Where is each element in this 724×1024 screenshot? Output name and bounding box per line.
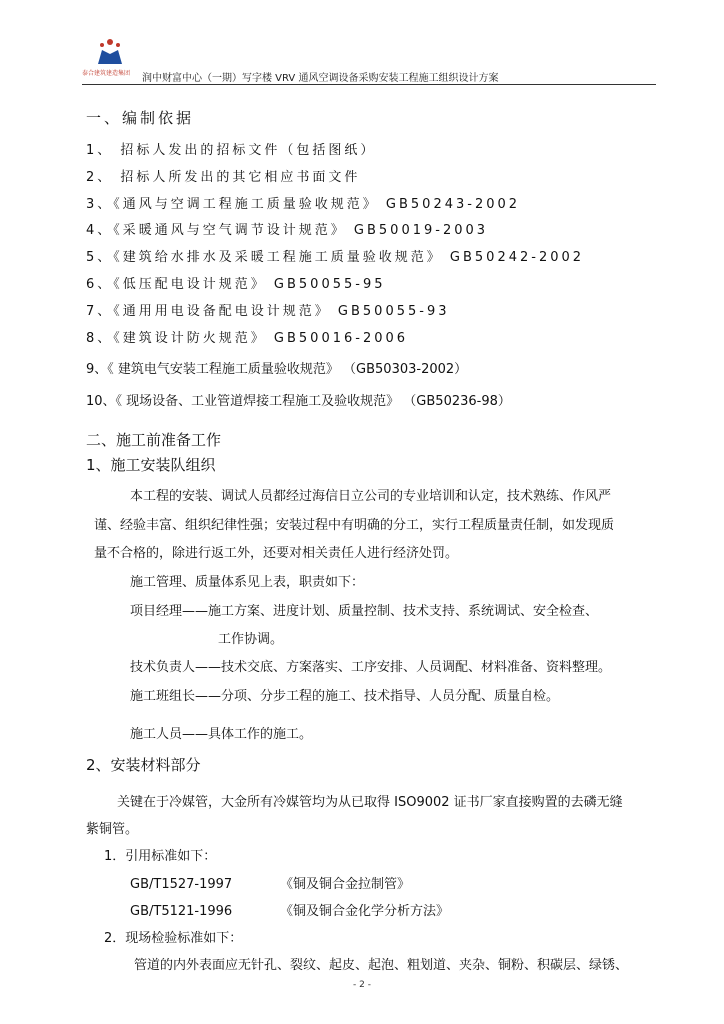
standard-name: 《铜及铜合金拉制管》 (280, 877, 411, 892)
basis-item: 4、《采暖通风与空气调节设计规范》 GB50019-2003 (86, 223, 489, 238)
role-line: 施工管理、质量体系见上表，职责如下： (130, 575, 365, 590)
paragraph-line: 本工程的安装、调试人员都经过海信日立公司的专业培训和认定，技术熟练、作风严 (130, 489, 612, 504)
basis-item: 10、《 现场设备、工业管道焊接工程施工及验收规范》 （GB50236-98） (86, 394, 511, 409)
basis-item: 1、 招标人发出的招标文件（包括图纸） (86, 143, 377, 158)
standards-title: 1．引用标准如下： (104, 849, 217, 864)
basis-item: 6、《低压配电设计规范》 GB50055-95 (86, 277, 386, 292)
section-1-title: 一、编制依据 (86, 109, 195, 127)
section-2-title: 二、施工前准备工作 (86, 431, 222, 449)
basis-item: 5、《建筑给水排水及采暖工程施工质量验收规范》 GB50242-2002 (86, 250, 585, 265)
role-line: 施工人员——具体工作的施工。 (130, 727, 313, 742)
paragraph-line: 谨、经验丰富、组织纪律性强；安装过程中有明确的分工，实行工程质量责任制，如发现质 (94, 518, 615, 533)
logo-text: 泰合建筑建造集团 (82, 70, 131, 77)
basis-item: 2、 招标人所发出的其它相应书面文件 (86, 170, 361, 185)
standard-code: GB/T5121-1996 (130, 904, 233, 919)
document-header-title: 润中财富中心（一期）写字楼 VRV 通风空调设备采购安装工程施工组织设计方案 (142, 73, 499, 84)
paragraph-line: 关键在于冷媒管，大金所有冷媒管均为从已取得 ISO9002 证书厂家直接购置的去磷无缝 (117, 795, 623, 810)
basis-item: 7、《通用用电设备配电设计规范》 GB50055-93 (86, 304, 450, 319)
inspection-title: 2．现场检验标准如下： (104, 931, 243, 946)
role-line: 施工班组长——分项、分步工程的施工、技术指导、人员分配、质量自检。 (130, 689, 560, 704)
standard-name: 《铜及铜合金化学分析方法》 (280, 904, 450, 919)
role-line: 技术负责人——技术交底、方案落实、工序安排、人员调配、材料准备、资料整理。 (130, 660, 612, 675)
basis-item: 3、《通风与空调工程施工质量验收规范》 GB50243-2002 (86, 197, 521, 212)
page-number: - 2 - (353, 980, 371, 990)
header-divider (82, 84, 656, 85)
subsection-2-2-title: 2、安装材料部分 (86, 756, 201, 774)
paragraph-line: 紫铜管。 (86, 822, 139, 837)
basis-item: 8、《建筑设计防火规范》 GB50016-2006 (86, 331, 409, 346)
role-line: 项目经理——施工方案、进度计划、质量控制、技术支持、系统调试、安全检查、 (130, 604, 599, 619)
paragraph-line: 量不合格的，除进行返工外，还要对相关责任人进行经济处罚。 (94, 546, 459, 561)
basis-item: 9、《 建筑电气安装工程施工质量验收规范》 （GB50303-2002） (86, 362, 468, 377)
role-line: 工作协调。 (218, 632, 284, 647)
subsection-2-1-title: 1、施工安装队组织 (86, 456, 216, 474)
inspection-text: 管道的内外表面应无针孔、裂纹、起皮、起泡、粗划道、夹杂、铜粉、积碳层、绿锈、 (134, 958, 629, 973)
standard-code: GB/T1527-1997 (130, 877, 233, 892)
page-header (82, 36, 656, 84)
